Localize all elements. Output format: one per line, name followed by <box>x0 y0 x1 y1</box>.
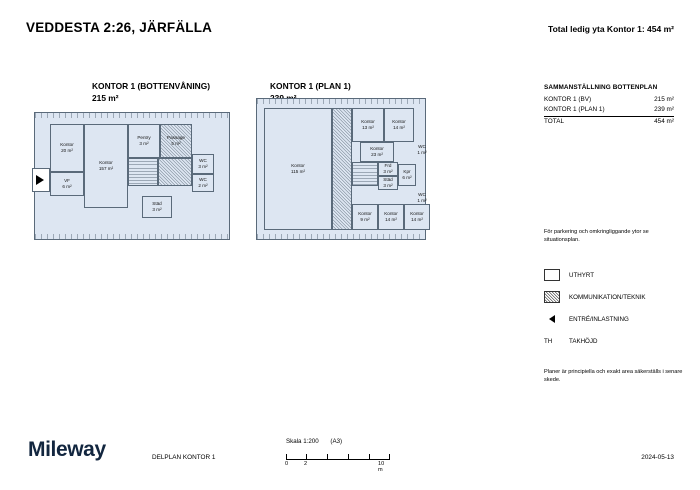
plan-label-first-text: KONTOR 1 (PLAN 1) <box>270 81 351 91</box>
room-kontor-20 <box>50 124 84 172</box>
room-name: Städ <box>383 177 393 183</box>
plan-label-ground-text: KONTOR 1 (BOTTENVÅNING) <box>92 81 211 91</box>
corridor-ground <box>158 158 192 186</box>
room-name: Kontor <box>99 160 113 166</box>
grid-ticks-bottom <box>257 234 425 239</box>
legend-label: ENTRÉ/INLASTNING <box>569 315 629 323</box>
room-kontor-115 <box>264 108 332 230</box>
summary-row-value: 215 m² <box>654 96 674 103</box>
stair-first <box>352 162 378 186</box>
summary-row-value: 454 m² <box>654 118 674 126</box>
room-kontor-14-bottom-b <box>404 204 430 230</box>
room-kontor-13 <box>352 108 384 142</box>
room-name: Pentry <box>137 135 151 141</box>
date-label: 2024-05-13 <box>641 454 674 461</box>
room-stad-3 <box>142 196 172 218</box>
room-name: Kontor <box>291 163 305 169</box>
summary-title: SAMMANSTÄLLNING BOTTENPLAN <box>544 84 658 91</box>
summary-row-total <box>544 116 674 127</box>
room-name: VF <box>64 178 70 184</box>
room-frd-3 <box>378 162 398 176</box>
summary-row <box>544 105 674 115</box>
room-name: Kontor <box>358 211 372 217</box>
stair-ground <box>128 158 158 186</box>
room-wc-3 <box>192 154 214 174</box>
floorplan-ground <box>34 112 230 240</box>
page-title: VEDDESTA 2:26, JÄRFÄLLA <box>26 20 213 35</box>
note-principal: Planer är principiella och exakt area säkerställs i senare skede. <box>544 369 683 384</box>
room-kontor-23 <box>360 142 394 162</box>
room-area: 3 m² <box>383 169 393 174</box>
room-vf-6 <box>50 172 84 196</box>
room-area: 23 m² <box>371 152 383 157</box>
room-name: Städ <box>152 201 162 207</box>
room-area: 6 m² <box>402 175 412 180</box>
room-area: 14 m² <box>393 125 405 130</box>
legend-label: TAKHÖJD <box>569 337 598 345</box>
logo: Mileway <box>28 438 106 461</box>
room-area: 2 m² <box>198 183 208 188</box>
room-kontor-9 <box>352 204 378 230</box>
floorplan-first <box>256 98 426 240</box>
summary-row-label: KONTOR 1 (PLAN 1) <box>544 105 605 113</box>
scale-text: Skala 1:200 <box>286 438 319 445</box>
room-area: 157 m² <box>98 166 114 171</box>
summary-panel <box>544 84 674 127</box>
room-area: 1 m² <box>417 150 427 155</box>
room-area: 13 m² <box>362 125 374 130</box>
legend-label: UTHYRT <box>569 271 594 279</box>
room-passage-5 <box>160 124 192 158</box>
room-kontor-157 <box>84 124 128 208</box>
entrance-arrow-icon <box>544 315 560 323</box>
corridor-first-vertical <box>332 108 352 230</box>
legend <box>544 264 684 352</box>
room-name: Kpr <box>403 169 411 175</box>
legend-item-entre <box>544 308 684 330</box>
plan-label-ground-floor <box>92 80 210 104</box>
note-parking: För parkering och omkringliggande ytor se situationsplan. <box>544 229 649 244</box>
room-area: 5 m² <box>171 141 181 146</box>
room-name: Kontor <box>60 142 74 148</box>
room-stad-3 <box>378 176 398 190</box>
room-name: WC <box>199 158 207 164</box>
plan-label-ground-area: 215 m² <box>92 93 119 104</box>
room-wc-1-upper <box>414 142 430 158</box>
room-area: 3 m² <box>383 183 393 188</box>
room-area: 3 m² <box>139 141 149 146</box>
room-name: Kontor <box>370 146 384 152</box>
grid-ticks-top <box>257 99 425 104</box>
grid-ticks-top <box>35 113 229 118</box>
summary-row <box>544 95 674 105</box>
room-pentry-3 <box>128 124 160 158</box>
room-name: Kontor <box>361 119 375 125</box>
room-area: 3 m² <box>198 164 208 169</box>
scale-line <box>286 451 390 460</box>
room-area: 3 m² <box>152 207 162 212</box>
available-area-label: Total ledig yta Kontor 1: 454 m² <box>548 24 674 34</box>
scale-label-2: 2 <box>304 461 308 467</box>
room-area: 9 m² <box>360 217 370 222</box>
room-kpr-6 <box>398 164 416 186</box>
room-area: 20 m² <box>61 148 73 153</box>
room-area: 6 m² <box>62 184 72 189</box>
scale-labels <box>285 460 390 473</box>
room-name: WC <box>418 192 426 198</box>
summary-row-label: KONTOR 1 (BV) <box>544 96 592 103</box>
scale-label-0: 0 <box>285 461 289 467</box>
room-kontor-14-top <box>384 108 414 142</box>
room-name: Frd <box>384 163 392 169</box>
entrance-arrow-icon <box>36 175 44 185</box>
room-area: 1 m² <box>417 198 427 203</box>
scale-label-10m: 10 m <box>378 461 385 473</box>
room-area: 115 m² <box>291 169 305 174</box>
summary-row-value: 239 m² <box>654 105 674 113</box>
room-area: 14 m² <box>411 217 423 222</box>
legend-swatch-icon <box>544 269 560 281</box>
legend-hatch-icon <box>544 291 560 303</box>
scale-bar <box>285 438 390 473</box>
room-name: WC <box>199 177 207 183</box>
legend-label: KOMMUNIKATION/TEKNIK <box>569 293 646 301</box>
legend-item-uthyrt <box>544 264 684 286</box>
room-name: Passage <box>167 135 185 141</box>
paper-size: (A3) <box>330 438 343 445</box>
drawing-label: DELPLAN KONTOR 1 <box>152 454 216 461</box>
legend-th-marker: TH <box>544 337 553 345</box>
room-name: Kontor <box>384 211 398 217</box>
legend-item-takhojd <box>544 330 684 352</box>
room-name: Kontor <box>410 211 424 217</box>
room-area: 14 m² <box>385 217 397 222</box>
summary-row-label: TOTAL <box>544 118 565 126</box>
grid-ticks-bottom <box>35 234 229 239</box>
legend-item-kommunikation <box>544 286 684 308</box>
room-name: Kontor <box>392 119 406 125</box>
room-wc-2 <box>192 174 214 192</box>
room-kontor-14-bottom-a <box>378 204 404 230</box>
room-name: WC <box>418 144 426 150</box>
